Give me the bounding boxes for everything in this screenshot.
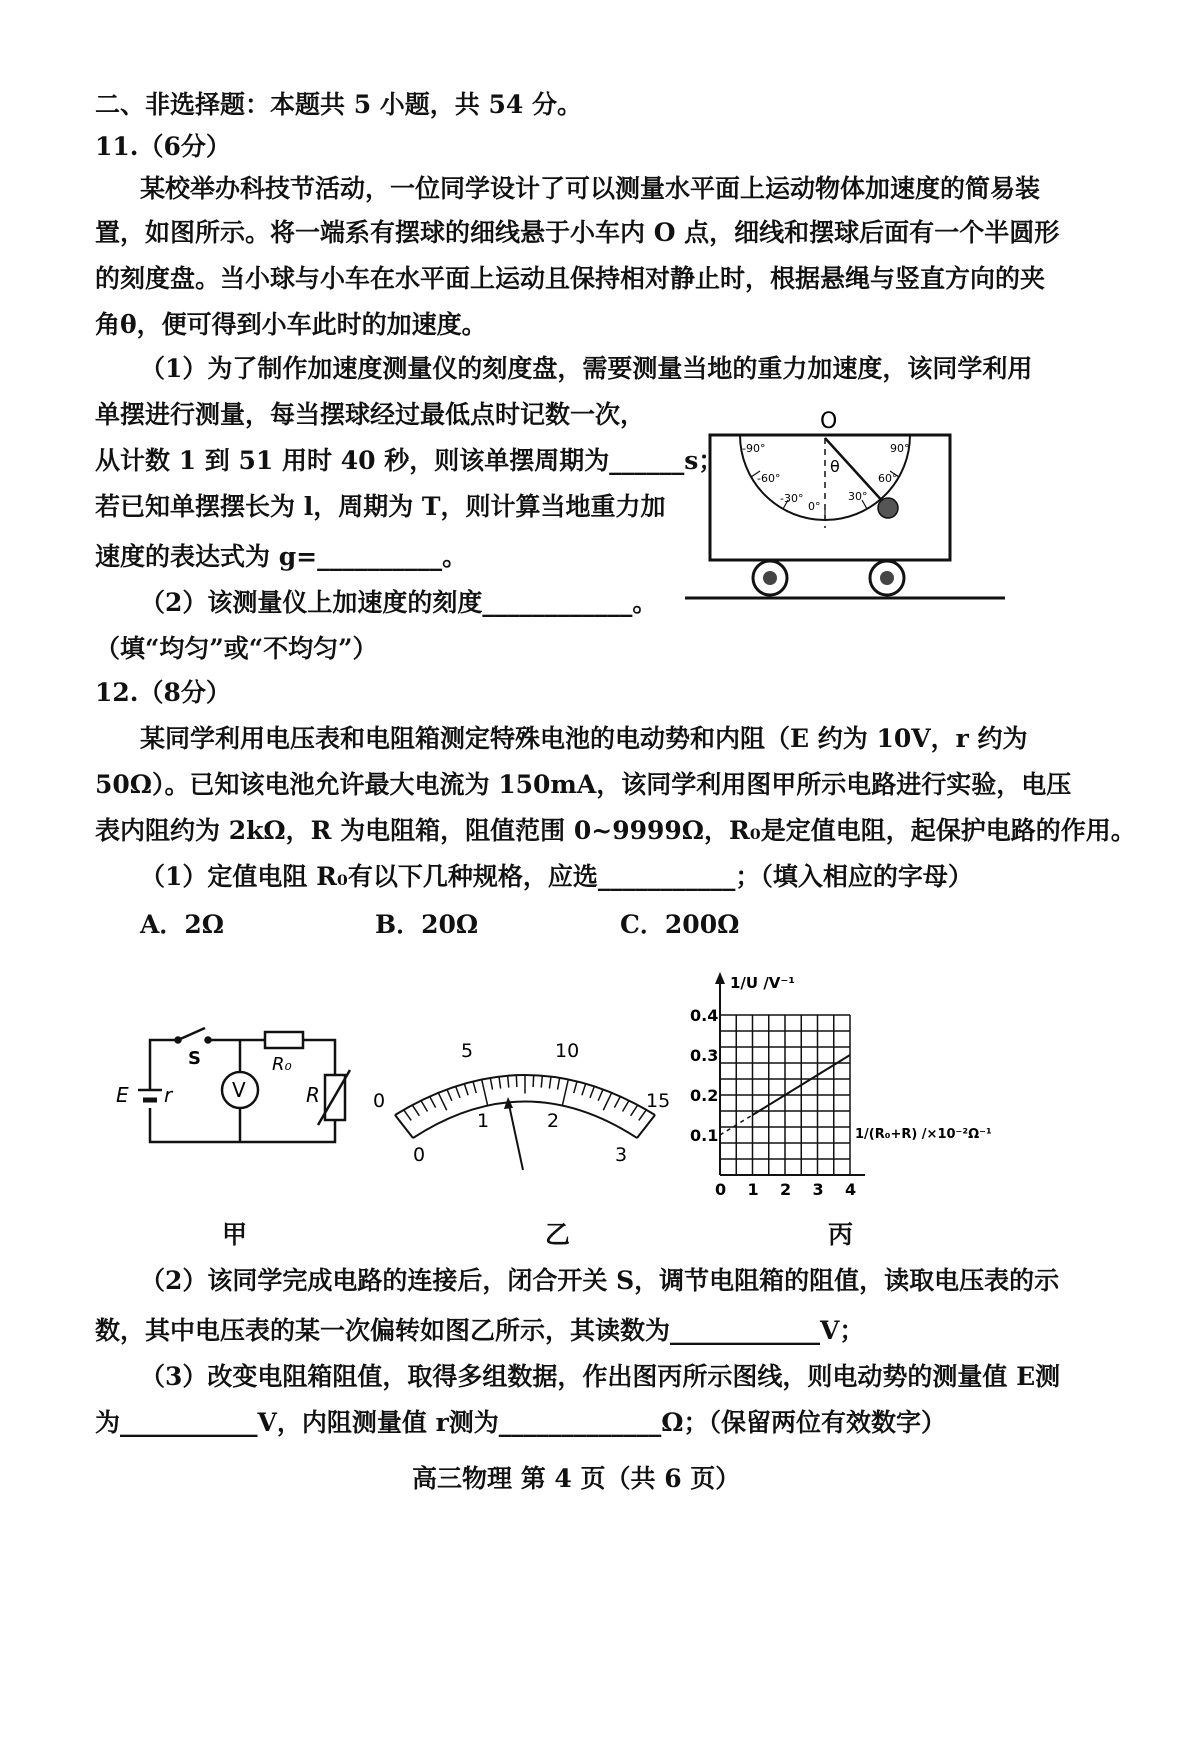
cart-pendulum-figure [680,400,1010,610]
dial-tick [482,1079,488,1105]
dial-tick [508,1076,509,1088]
dial-tick [549,1077,551,1089]
scale-mark: -90° [742,442,766,455]
y-tick-label: 0.2 [690,1086,719,1105]
dial-upper-label: 10 [555,1040,580,1062]
dial-tick [623,1101,629,1112]
option-b: B．20Ω [375,910,479,939]
q11-intro-line: 的刻度盘。当小球与小车在水平面上运动且保持相对静止时，根据悬绳与竖直方向的夹 [95,264,1046,293]
q11-part2-line: （2）该测量仪上加速度的刻度____________。 [140,588,658,617]
dial-tick [631,1105,638,1116]
q11-part1-line: 若已知单摆摆长为 l，周期为 T，则计算当地重力加 [95,492,666,521]
dial-tick [590,1086,594,1097]
switch-label: S [188,1048,201,1069]
voltmeter-label: V [232,1078,246,1102]
option-c: C．200Ω [620,910,740,939]
figure-label-jia: 甲 [222,1220,248,1249]
q11-part2-line: （填“均匀”或“不均匀”） [95,634,378,663]
dial-tick [533,1075,534,1087]
q11-part1-line: 单摆进行测量，每当摆球经过最低点时记数一次， [95,400,646,429]
emf-label: E [116,1083,129,1107]
dial-tick [438,1093,446,1110]
q11-number: 11.（6分） [95,132,231,161]
dial-tick [473,1081,476,1093]
figure-label-bing: 丙 [828,1220,854,1249]
scale-mark: -60° [757,472,781,485]
y-tick-label: 0.3 [690,1046,719,1065]
scale-mark: 90° [890,442,910,455]
circuit-figure [110,1020,360,1160]
x-tick-label: 0 [715,1180,727,1199]
q11-part1-line: 从计数 1 到 51 用时 40 秒，则该单摆周期为______s； [95,446,724,475]
q12-intro-line: 50Ω）。已知该电池允许最大电流为 150mA，该同学利用图甲所示电路进行实验，电压 [95,770,1072,799]
dial-tick [558,1078,560,1090]
graph-figure [690,960,1000,1200]
dial-tick [574,1081,577,1093]
scale-mark: -30° [780,492,804,505]
dial-tick [499,1077,501,1089]
dial-tick [562,1079,568,1105]
q12-part1-line: （1）定值电阻 R₀有以下几种规格，应选___________；（填入相应的字母） [140,862,973,891]
option-a: A．2Ω [140,910,225,939]
q12-part2-line: 数，其中电压表的某一次偏转如图乙所示，其读数为____________V； [95,1316,865,1345]
q12-intro-line: 表内阻约为 2kΩ，R 为电阻箱，阻值范围 0~9999Ω，R₀是定值电阻，起保护电路的作用。 [95,816,1136,845]
dial-upper-label: 0 [373,1090,386,1112]
r0-label: R₀ [272,1054,292,1075]
scale-mark: 0° [808,500,821,513]
internal-resistance-label: r [164,1083,173,1107]
point-o-label: O [820,409,838,434]
dial-tick [421,1101,427,1112]
dial-upper-label: 15 [646,1090,671,1112]
dial-lower-label: 3 [615,1144,628,1166]
q11-intro-line: 角θ，便可得到小车此时的加速度。 [95,310,487,339]
dial-lower-label: 2 [547,1110,560,1132]
dial-tick [582,1084,586,1096]
page-footer: 高三物理 第 4 页（共 6 页） [412,1464,741,1493]
voltmeter-dial-figure [365,1035,685,1175]
figure-label-yi: 乙 [545,1220,571,1249]
dial-tick [456,1086,460,1097]
dial-tick [430,1097,436,1108]
dial-tick [490,1078,492,1090]
section-heading: 二、非选择题：本题共 5 小题，共 54 分。 [95,90,583,119]
y-tick-label: 0.4 [690,1006,719,1025]
q11-intro-line: 某校举办科技节活动，一位同学设计了可以测量水平面上运动物体加速度的简易装 [140,174,1041,203]
x-tick-label: 4 [845,1180,857,1199]
q11-part1-line: （1）为了制作加速度测量仪的刻度盘，需要测量当地的重力加速度，该同学利用 [140,354,1033,383]
dial-upper-label: 5 [461,1040,474,1062]
theta-label: θ [830,457,840,476]
q12-part3-line: 为___________V，内阻测量值 r测为_____________Ω；（保留两位有效数字） [95,1408,947,1437]
q11-part1-line: 速度的表达式为 g=__________。 [95,542,468,571]
dial-tick [598,1089,603,1100]
q12-intro-line: 某同学利用电压表和电阻箱测定特殊电池的电动势和内阻（E 约为 10V，r 约为 [140,724,1028,753]
dial-tick [541,1076,542,1088]
x-axis-label: 1/(R₀+R) /×10⁻²Ω⁻¹ [855,1127,992,1142]
dial-tick [447,1089,452,1100]
y-axis-label: 1/U /V⁻¹ [730,974,795,992]
dial-tick [614,1097,620,1108]
dial-tick [516,1075,517,1087]
x-tick-label: 3 [812,1180,824,1199]
y-tick-label: 0.1 [690,1126,719,1145]
dial-tick [603,1093,611,1110]
dial-tick [412,1105,419,1116]
x-tick-label: 2 [780,1180,792,1199]
dial-tick [404,1110,412,1121]
scale-mark: 60° [878,472,898,485]
dial-tick [464,1084,468,1096]
dial-lower-label: 1 [477,1110,490,1132]
q12-part3-line: （3）改变电阻箱阻值，取得多组数据，作出图丙所示图线，则电动势的测量值 E测 [140,1362,1061,1391]
q11-intro-line: 置，如图所示。将一端系有摆球的细线悬于小车内 O 点，细线和摆球后面有一个半圆形 [95,218,1060,247]
rbox-label: R [306,1083,320,1107]
x-tick-label: 1 [747,1180,759,1199]
dial-lower-label: 0 [413,1144,426,1166]
q12-part2-line: （2）该同学完成电路的连接后，闭合开关 S，调节电阻箱的阻值，读取电压表的示 [140,1266,1060,1295]
q12-number: 12.（8分） [95,678,231,707]
scale-mark: 30° [848,490,868,503]
